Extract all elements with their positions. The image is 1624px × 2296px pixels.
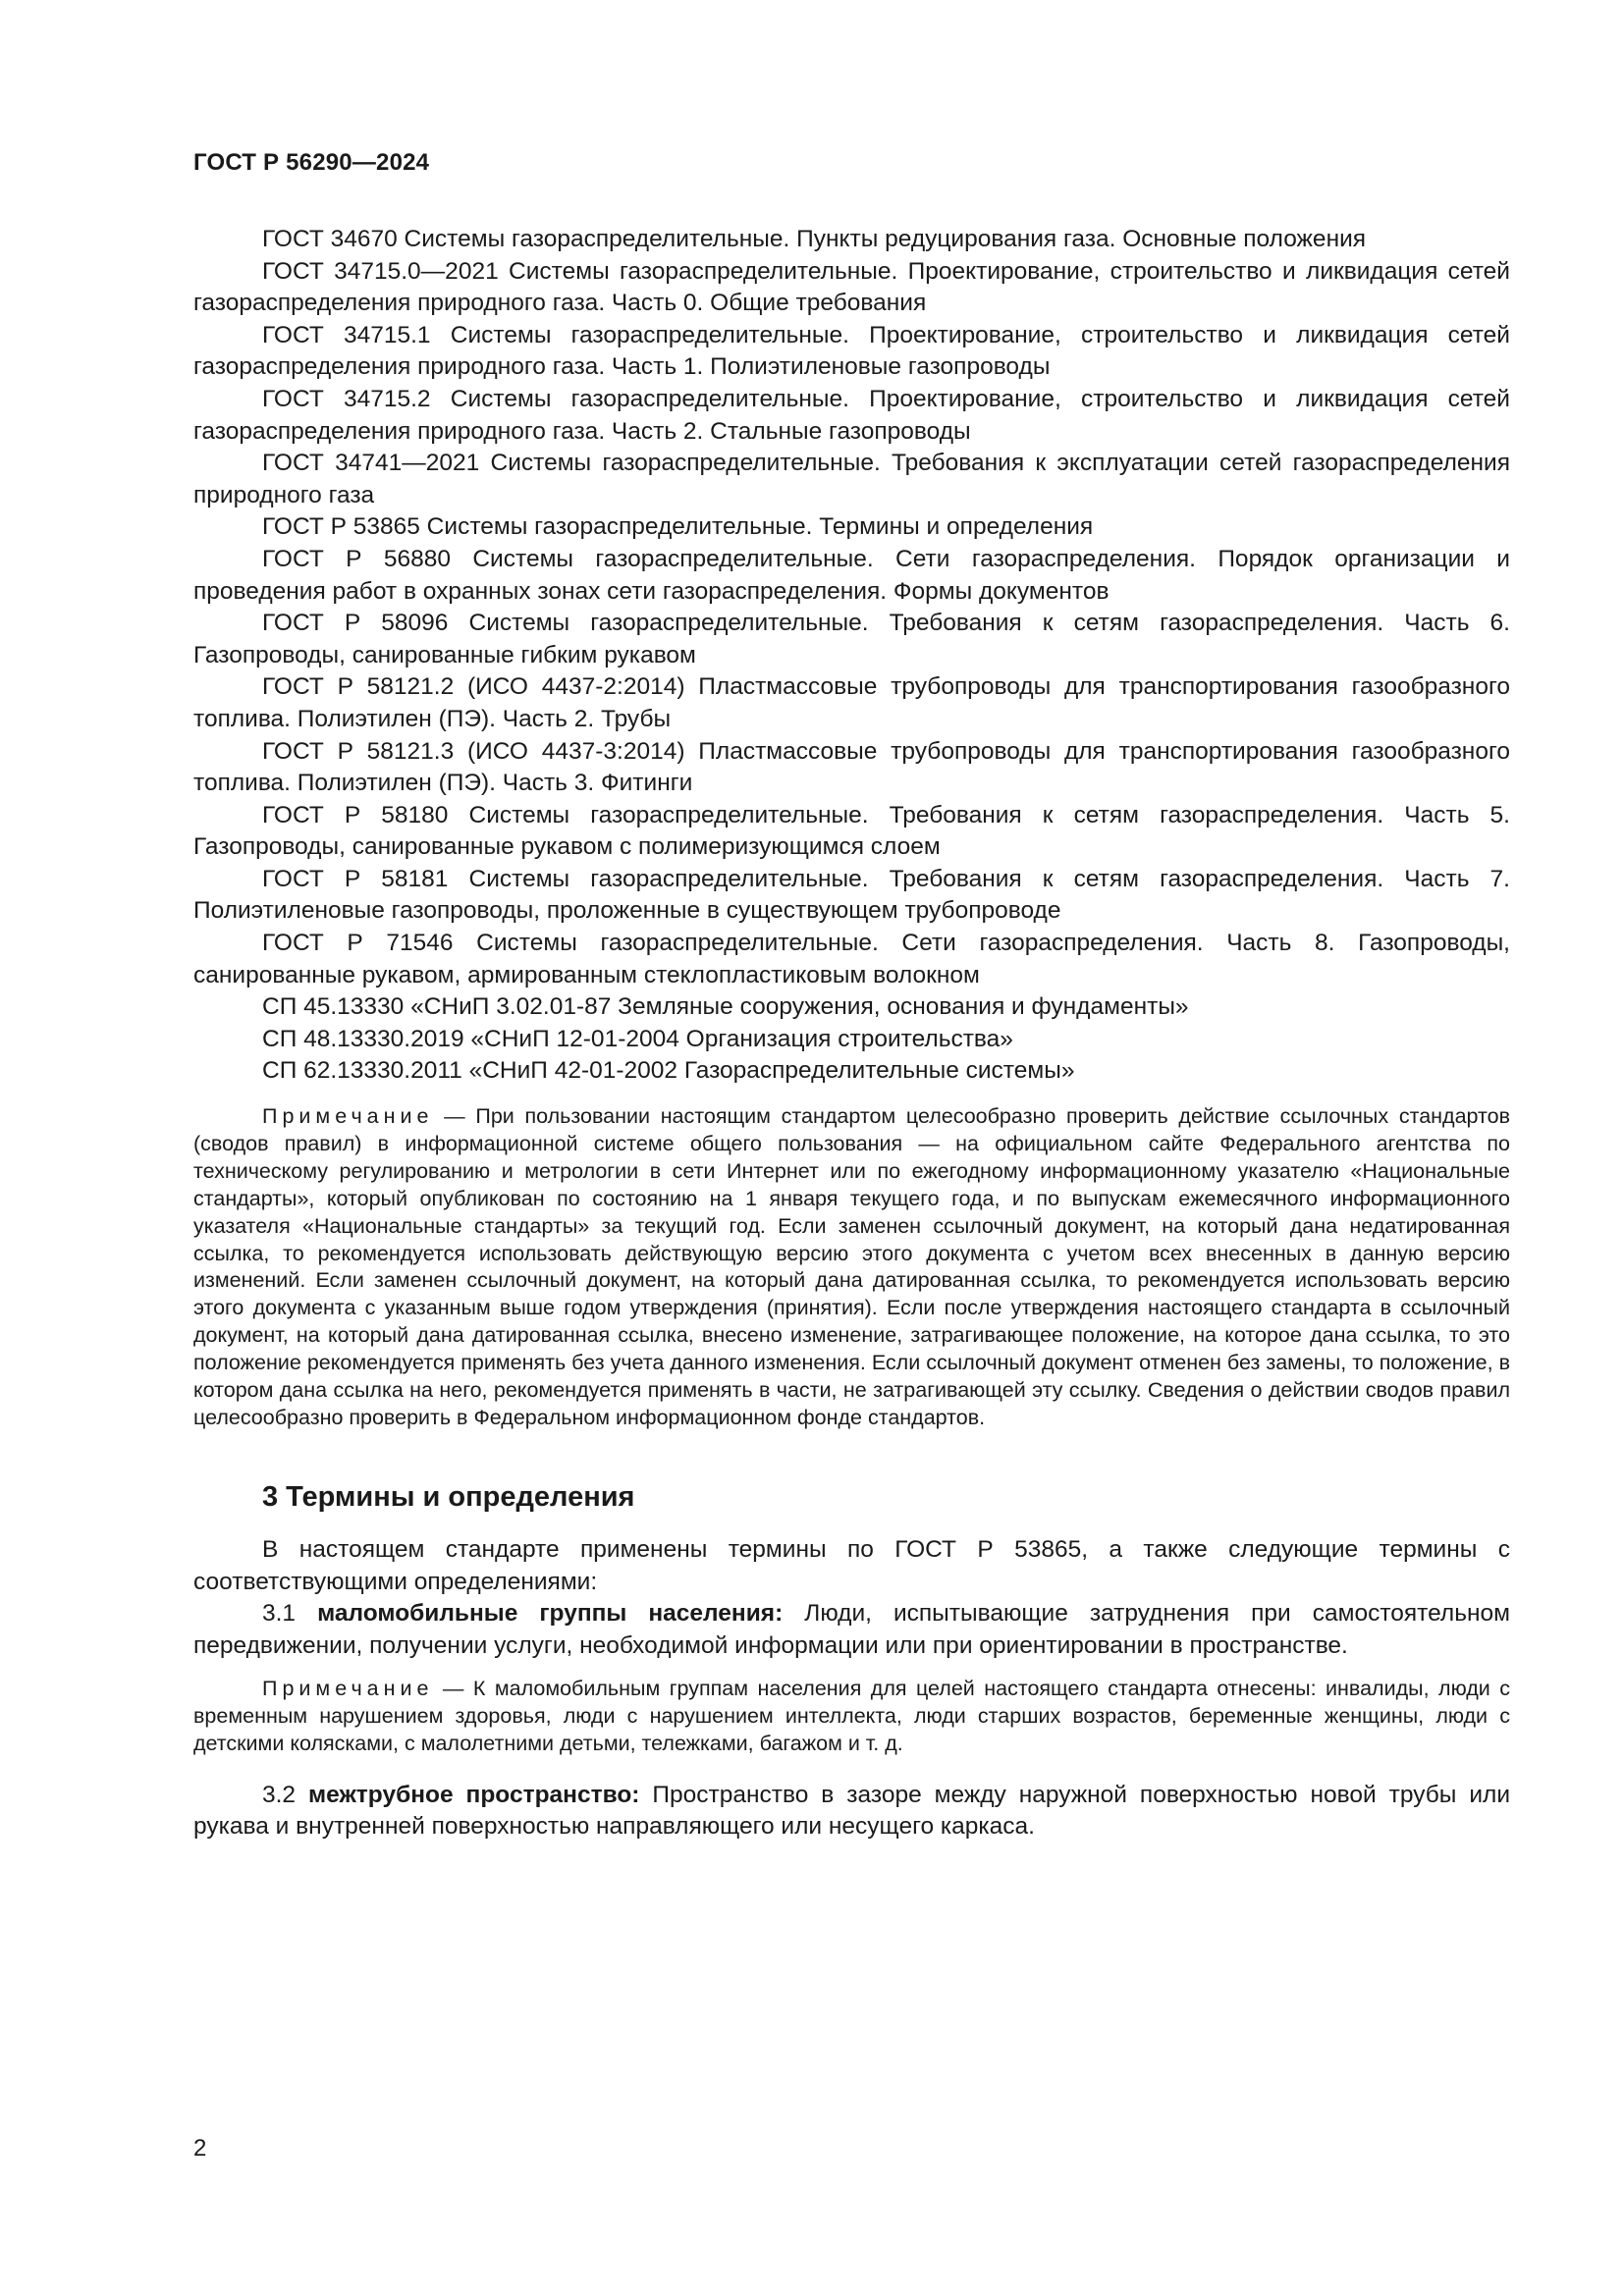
section-intro: В настоящем стандарте применены термины по ГОСТ Р 53865, а также следующие термины с соответствующими определениями:: [193, 1535, 1510, 1595]
reference-item: ГОСТ Р 58121.2 (ИСО 4437-2:2014) Пластмассовые трубопроводы для транспортирования газообразного топлива. Полиэтилен (ПЭ). Часть 2. Трубы: [193, 673, 1510, 732]
reference-item: СП 45.13330 «СНиП 3.02.01-87 Земляные сооружения, основания и фундаменты»: [262, 993, 1189, 1021]
reference-item: ГОСТ 34715.2 Системы газораспределительные. Проектирование, строительство и ликвидация сетей газораспределения природного газа. Часть 2. Стальные газопроводы: [193, 385, 1510, 445]
term-note: [193, 1676, 1510, 1758]
reference-item: ГОСТ Р 58121.3 (ИСО 4437-3:2014) Пластмассовые трубопроводы для транспортирования газообразного топлива. Полиэтилен (ПЭ). Часть 3. Фитинги: [193, 737, 1510, 797]
normative-references-list: [193, 224, 1510, 1088]
references-note: [193, 1103, 1510, 1432]
reference-item: СП 48.13330.2019 «СНиП 12-01-2004 Организация строительства»: [262, 1025, 1013, 1052]
reference-item: ГОСТ 34670 Системы газораспределительные. Пункты редуцирования газа. Основные положения: [262, 226, 1367, 252]
page-number: 2: [193, 2135, 207, 2162]
term-name: межтрубное пространство:: [308, 1781, 640, 1808]
document-code-header: ГОСТ Р 56290—2024: [193, 149, 430, 176]
reference-item: ГОСТ Р 58181 Системы газораспределительные. Требования к сетям газораспределения. Часть 7. Полиэтиленовые газопроводы, проложенные в существующем трубопроводе: [193, 865, 1510, 925]
term-name: маломобильные группы населения:: [317, 1600, 784, 1628]
term-definition: Пространство в зазоре между наружной поверхностью новой трубы или рукава и внутренней поверхностью направляющего или несущего каркаса.: [193, 1781, 1510, 1841]
note-label: Примечание: [262, 1677, 434, 1701]
reference-item: ГОСТ 34715.1 Системы газораспределительные. Проектирование, строительство и ликвидация сетей газораспределения природного газа. Часть 1. Полиэтиленовые газопроводы: [193, 321, 1510, 381]
page-content: [193, 224, 1510, 1843]
term-definition-3-2: [193, 1780, 1510, 1843]
term-definition: Люди, испытывающие затруднения при самостоятельном передвижении, получении услуги, необходимой информации или при ориентировании в пространстве.: [193, 1600, 1510, 1659]
term-definition-3-1: [193, 1598, 1510, 1662]
reference-item: ГОСТ 34715.0—2021 Системы газораспределительные. Проектирование, строительство и ликвидация сетей газораспределения природного газа. Часть 0. Общие требования: [193, 257, 1510, 317]
note-text: — К маломобильным группам населения для целей настоящего стандарта отнесены: инвалиды, люди с временным нарушением здоровья, люди с нарушением интеллекта, люди старших возрастов, беременные женщины, люди с детскими колясками, с малолетними детьми, тележками, багажом и т. д.: [193, 1677, 1510, 1756]
reference-item: ГОСТ Р 58096 Системы газораспределительные. Требования к сетям газораспределения. Часть 6. Газопроводы, санированные гибким рукавом: [193, 610, 1510, 668]
section-title: 3 Термины и определения: [262, 1480, 635, 1513]
term-number: 3.1: [262, 1600, 318, 1628]
reference-item: ГОСТ Р 71546 Системы газораспределительные. Сети газораспределения. Часть 8. Газопроводы, санированные рукавом, армированным стеклопластиковым волокном: [193, 930, 1510, 988]
reference-item: ГОСТ Р 58180 Системы газораспределительные. Требования к сетям газораспределения. Часть 5. Газопроводы, санированные рукавом с полимеризующимся слоем: [193, 801, 1510, 861]
reference-item: ГОСТ Р 56880 Системы газораспределительные. Сети газораспределения. Порядок организации и проведения работ в охранных зонах сети газораспределения. Формы документов: [193, 545, 1510, 605]
note-label: Примечание: [262, 1104, 434, 1129]
reference-item: ГОСТ 34741—2021 Системы газораспределительные. Требования к эксплуатации сетей газораспределения природного газа: [193, 450, 1510, 508]
note-text: — При пользовании настоящим стандартом целесообразно проверить действие ссылочных стандартов (сводов правил) в информационной системе общего пользования — на официальном сайте Федерального агентства по техническому регулированию и метрологии в сети Интернет или по ежегодному информационному указателю «Национальные стандарты», который опубликован по состоянию на 1 января текущего года, и по выпускам ежемесячного информационного указателя «Национальные стандарты» за текущий год. Если заменен ссылочный документ, на который дана недатированная ссылка, то рекомендуется использовать действующую версию этого документа с учетом всех внесенных в данную версию изменений. Если заменен ссылочный документ, на который дана датированная ссылка, то рекомендуется использовать версию этого документа с указанным выше годом утверждения (принятия). Если после утверждения настоящего стандарта в ссылочный документ, на который дана датированная ссылка, внесено изменение, затрагивающее положение, на которое дана ссылка, то это положение рекомендуется применять без учета данного изменения. Если ссылочный документ отменен без замены, то положение, в котором дана ссылка на него, рекомендуется применять в части, не затрагивающей эту ссылку. Сведения о действии сводов правил целесообразно проверить в Федеральном информационном фонде стандартов.: [193, 1104, 1510, 1429]
reference-item: СП 62.13330.2011 «СНиП 42-01-2002 Газораспределительные системы»: [262, 1057, 1075, 1085]
reference-item: ГОСТ Р 53865 Системы газораспределительные. Термины и определения: [262, 513, 1094, 541]
term-number: 3.2: [262, 1781, 309, 1808]
